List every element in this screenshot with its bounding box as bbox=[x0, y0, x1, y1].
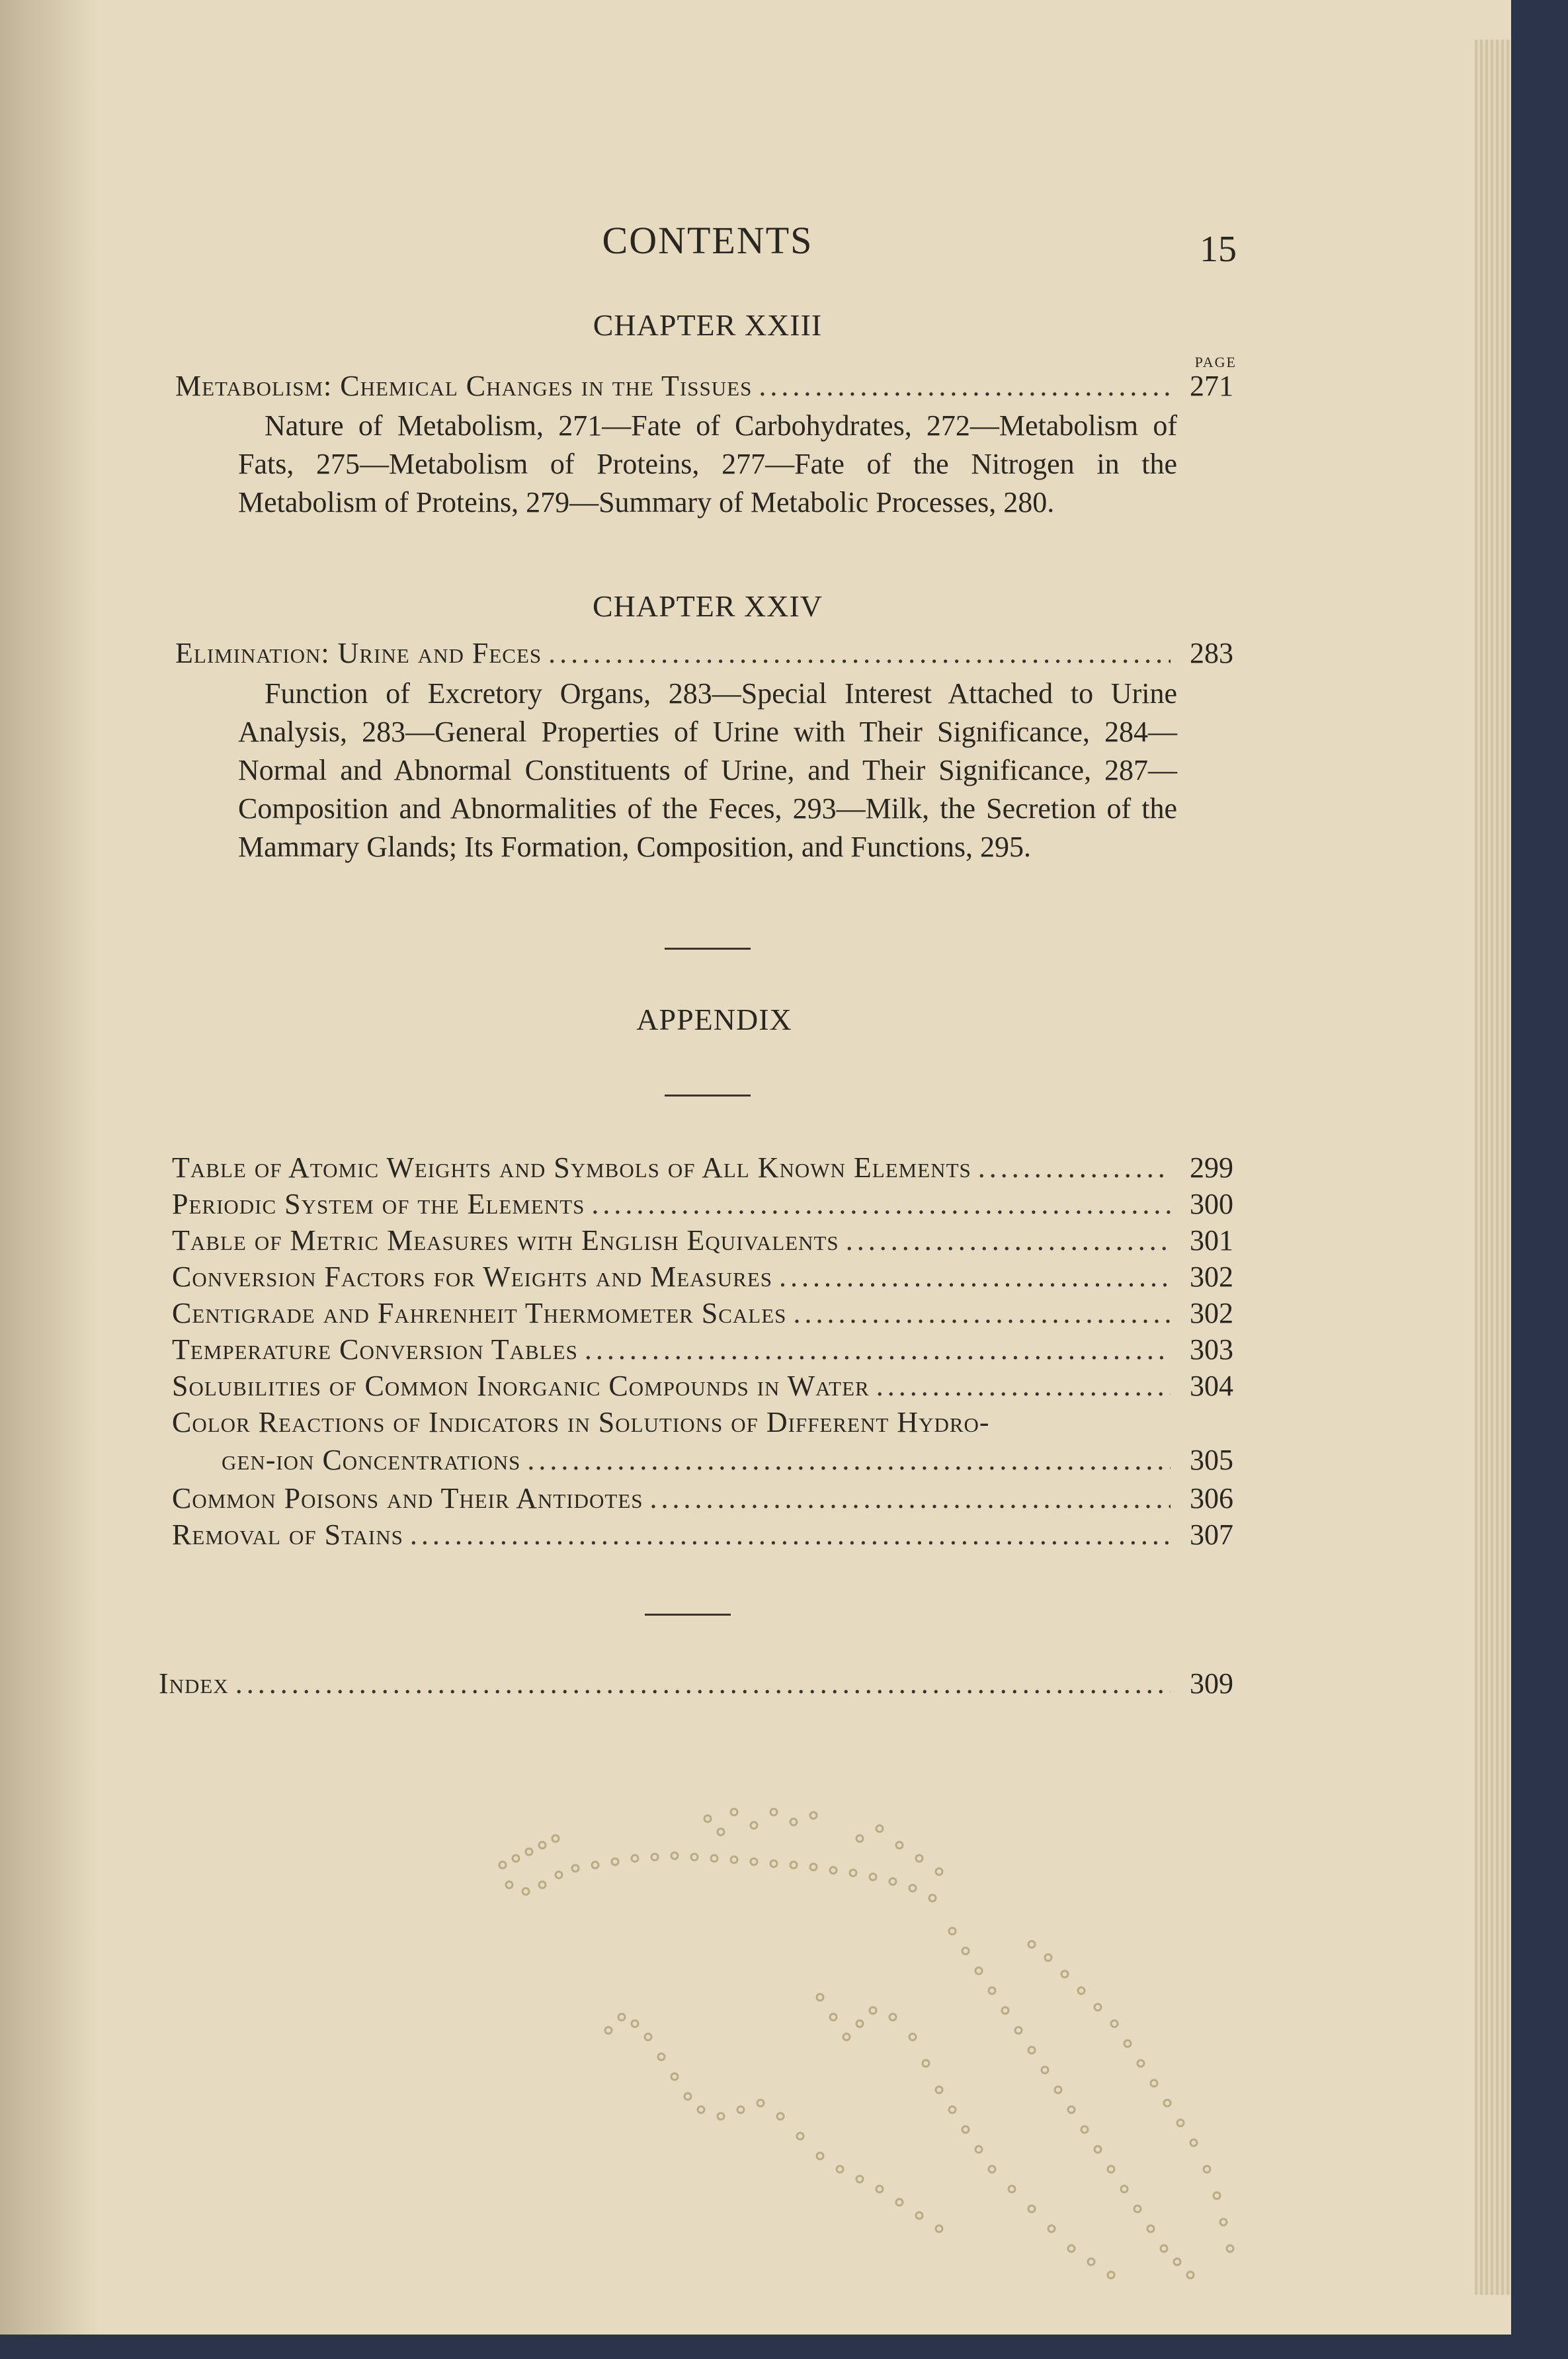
toc-entry-title: gen-ion Concentrations bbox=[222, 1444, 521, 1476]
toc-entry-page: 307 bbox=[1190, 1518, 1233, 1551]
section-rule bbox=[665, 948, 751, 950]
leader-dots bbox=[876, 1369, 1171, 1403]
toc-entry-title: Elimination: Urine and Feces bbox=[175, 637, 542, 669]
toc-entry-elimination bbox=[175, 636, 1233, 676]
leader-dots bbox=[650, 1481, 1171, 1515]
running-head-page-number: 15 bbox=[1200, 229, 1237, 270]
toc-entry-atomic-weights bbox=[172, 1151, 1233, 1190]
toc-entry-page: 302 bbox=[1190, 1297, 1233, 1329]
toc-entry-title: Periodic System of the Elements bbox=[172, 1188, 585, 1220]
toc-entry-page: 302 bbox=[1190, 1261, 1233, 1293]
toc-entry-metabolism bbox=[175, 369, 1233, 409]
leader-dots bbox=[978, 1151, 1171, 1184]
leader-dots bbox=[779, 1260, 1171, 1294]
toc-entry-page: 300 bbox=[1190, 1188, 1233, 1220]
toc-entry-color-reactions bbox=[222, 1443, 1233, 1483]
toc-entry-periodic-system bbox=[172, 1187, 1233, 1227]
leader-dots bbox=[591, 1187, 1171, 1221]
leader-dots bbox=[410, 1518, 1171, 1552]
toc-entry-title: Metabolism: Chemical Changes in the Tissues bbox=[175, 370, 753, 402]
chapter-xxiv-heading: CHAPTER XXIV bbox=[592, 589, 823, 623]
toc-entry-page: 301 bbox=[1190, 1224, 1233, 1257]
toc-entry-page: 283 bbox=[1190, 637, 1233, 669]
leader-dots bbox=[235, 1667, 1171, 1700]
toc-entry-page: 305 bbox=[1190, 1444, 1233, 1476]
toc-entry-conversion-factors bbox=[172, 1260, 1233, 1300]
toc-entry-page: 304 bbox=[1190, 1370, 1233, 1402]
toc-entry-page: 303 bbox=[1190, 1333, 1233, 1366]
toc-entry-page: 306 bbox=[1190, 1482, 1233, 1514]
toc-entry-title: Index bbox=[159, 1667, 229, 1700]
toc-entry-title: Centigrade and Fahrenheit Thermometer Scales bbox=[172, 1297, 787, 1329]
page-column-label: PAGE bbox=[1194, 354, 1237, 370]
leader-dots bbox=[548, 636, 1171, 670]
toc-entry-title: Solubilities of Common Inorganic Compounds in Water bbox=[172, 1370, 870, 1402]
chapter-xxiii-heading: CHAPTER XXIII bbox=[593, 308, 823, 342]
toc-entry-title: Common Poisons and Their Antidotes bbox=[172, 1482, 643, 1514]
toc-entry-removal-of-stains bbox=[172, 1518, 1233, 1557]
toc-entry-page: 309 bbox=[1190, 1667, 1233, 1700]
section-rule bbox=[645, 1614, 731, 1616]
chapter-xxiv-description: Function of Excretory Organs, 283—Special Interest Attached to Urine Analysis, 283—General Properties of Urine with Their Significance, 284—Normal and Abnormal Constituents of Urine, and Their Significance, 287—Composition and Abnormalities of the Feces, 293—Milk, the Secretion of the Mammary Glands; Its Formation, Composition, and Functions, 295. bbox=[238, 677, 1177, 863]
perforation-stamp bbox=[489, 1799, 1250, 2295]
toc-entry-title: Conversion Factors for Weights and Measures bbox=[172, 1261, 773, 1293]
toc-entry-page: 271 bbox=[1190, 370, 1233, 402]
chapter-xxiii-description: Nature of Metabolism, 271—Fate of Carbohydrates, 272—Metabolism of Fats, 275—Metabolism of Proteins, 277—Fate of the Nitrogen in the Metabolism of Proteins, 279—Summary of Metabolic Processes, 280. bbox=[238, 409, 1177, 518]
gutter-shadow bbox=[0, 0, 99, 2335]
leader-dots bbox=[585, 1333, 1171, 1366]
toc-entry-title: Temperature Conversion Tables bbox=[172, 1333, 578, 1366]
leader-dots bbox=[759, 369, 1171, 403]
toc-entry-title: Removal of Stains bbox=[172, 1518, 403, 1551]
appendix-heading: APPENDIX bbox=[636, 1003, 792, 1036]
toc-entry-index bbox=[159, 1667, 1233, 1706]
toc-entry-solubilities bbox=[172, 1369, 1233, 1409]
toc-entry-metric-measures bbox=[172, 1223, 1233, 1263]
perforation-dots bbox=[499, 1809, 1233, 2278]
leader-dots bbox=[846, 1223, 1171, 1257]
leader-dots bbox=[793, 1296, 1171, 1330]
toc-entry-title: Table of Atomic Weights and Symbols of All Known Elements bbox=[172, 1151, 971, 1184]
toc-entry-thermometer-scales bbox=[172, 1296, 1233, 1336]
toc-entry-temperature-tables bbox=[172, 1333, 1233, 1372]
section-rule bbox=[665, 1095, 751, 1097]
leader-dots bbox=[527, 1443, 1171, 1477]
page-edges bbox=[1475, 40, 1511, 2295]
running-head-title: CONTENTS bbox=[602, 219, 813, 262]
toc-entry-page: 299 bbox=[1190, 1151, 1233, 1184]
toc-entry-title: Table of Metric Measures with English Equivalents bbox=[172, 1224, 839, 1257]
toc-entry-common-poisons bbox=[172, 1481, 1233, 1521]
toc-entry-color-reactions-line1: Color Reactions of Indicators in Solutions of Different Hydro- bbox=[172, 1406, 990, 1438]
